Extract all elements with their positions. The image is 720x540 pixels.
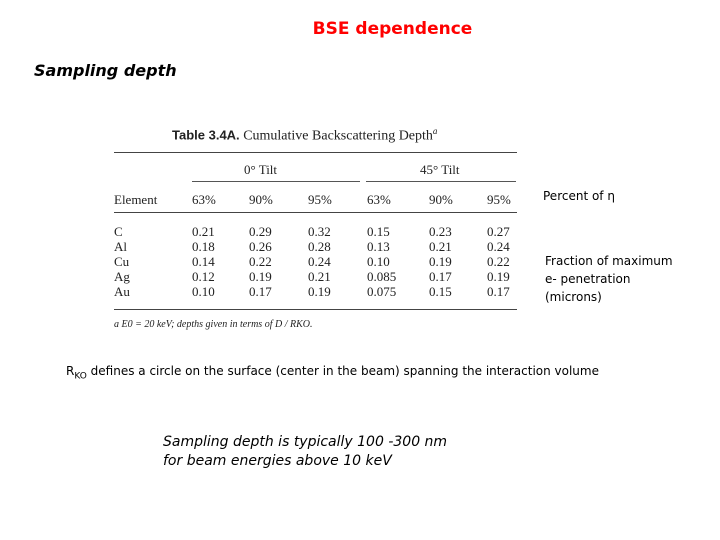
- tilt-group-0: 0° Tilt: [244, 162, 278, 177]
- slide-title: BSE dependence: [312, 19, 473, 39]
- table-cell: 0.27: [487, 224, 510, 239]
- sampling-depth-note: [163, 433, 493, 471]
- column-header: 63%: [367, 192, 391, 207]
- column-header: 95%: [487, 192, 511, 207]
- table-row-element: Al: [114, 239, 127, 254]
- table-row-element: Ag: [114, 269, 130, 284]
- table-cell: 0.24: [308, 254, 331, 269]
- table-cell: 0.32: [308, 224, 331, 239]
- table-cell: 0.13: [367, 239, 390, 254]
- table-cell: 0.15: [367, 224, 390, 239]
- table-cell: 0.15: [429, 284, 452, 299]
- table-caption-note-marker: a: [432, 126, 438, 136]
- table-cell: 0.19: [249, 269, 272, 284]
- table-cell: 0.21: [308, 269, 331, 284]
- table-cell: 0.075: [367, 284, 397, 299]
- slide-subtitle: Sampling depth: [34, 61, 177, 80]
- table-cell: 0.12: [192, 269, 215, 284]
- table-top-rule: [114, 152, 517, 153]
- table-caption-text: Cumulative Backscattering Depth: [243, 128, 433, 144]
- table-cell: 0.17: [487, 284, 510, 299]
- table-cell: 0.22: [487, 254, 510, 269]
- table-cell: 0.21: [192, 224, 215, 239]
- table-row-element: Au: [114, 284, 130, 299]
- column-header: 90%: [429, 192, 453, 207]
- table-cell: 0.23: [429, 224, 452, 239]
- fraction-line-1: Fraction of maximum: [545, 254, 673, 268]
- backscattering-depth-table: [112, 126, 517, 336]
- table-cell: 0.17: [429, 269, 452, 284]
- table-cell: 0.29: [249, 224, 272, 239]
- table-cell: 0.17: [249, 284, 272, 299]
- table-cell: 0.22: [249, 254, 272, 269]
- column-header: 63%: [192, 192, 216, 207]
- table-cell: 0.26: [249, 239, 272, 254]
- table-cell: 0.085: [367, 269, 397, 284]
- table-cell: 0.28: [308, 239, 331, 254]
- rka-statement: [66, 364, 599, 381]
- depth-line-1: Sampling depth is typically 100 -300 nm: [163, 434, 448, 450]
- rka-subscript: KO: [74, 371, 87, 382]
- table-cell: 0.10: [367, 254, 390, 269]
- table-cell: 0.14: [192, 254, 215, 269]
- depth-line-2: for beam energies above 10 keV: [163, 453, 392, 469]
- table-bottom-rule: [114, 309, 517, 310]
- table-row-element: Cu: [114, 254, 130, 269]
- table-footnote: a E0 = 20 keV; depths given in terms of D / RKO.: [114, 319, 313, 330]
- table-row-element: C: [114, 224, 123, 239]
- column-header: 90%: [249, 192, 273, 207]
- table-header-rule: [114, 212, 517, 213]
- rka-text: defines a circle on the surface (center in the beam) spanning the interaction volume: [86, 364, 599, 378]
- fraction-annotation: [545, 252, 705, 306]
- column-header: Element: [114, 192, 158, 207]
- fraction-line-2: e- penetration: [545, 272, 631, 286]
- table-caption: [172, 126, 437, 145]
- fraction-line-3: (microns): [545, 290, 602, 304]
- percent-annotation: Percent of η: [543, 189, 615, 203]
- tilt-group-45: 45° Tilt: [420, 162, 460, 177]
- table-cell: 0.18: [192, 239, 215, 254]
- table-cell: 0.21: [429, 239, 452, 254]
- tilt-0-rule: [192, 181, 360, 182]
- tilt-45-rule: [366, 181, 516, 182]
- table-cell: 0.19: [308, 284, 331, 299]
- table-cell: 0.10: [192, 284, 215, 299]
- column-header: 95%: [308, 192, 332, 207]
- table-cell: 0.19: [487, 269, 510, 284]
- table-caption-label: Table 3.4A.: [172, 127, 240, 143]
- rka-symbol: R: [66, 364, 75, 378]
- table-cell: 0.19: [429, 254, 452, 269]
- table-cell: 0.24: [487, 239, 510, 254]
